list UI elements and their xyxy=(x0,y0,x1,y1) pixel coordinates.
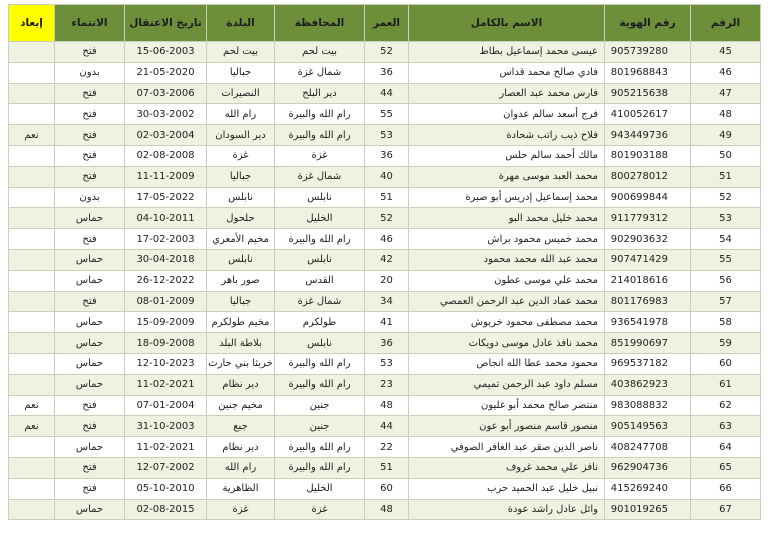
cell-governorate[interactable]: دير البلح xyxy=(275,83,365,104)
cell-town[interactable]: حلحول xyxy=(207,208,275,229)
cell-num[interactable]: 52 xyxy=(691,187,761,208)
table-row[interactable] xyxy=(9,395,761,416)
cell-governorate[interactable]: الخليل xyxy=(275,208,365,229)
cell-name[interactable]: فرج أسعد سالم عدوان xyxy=(409,104,605,125)
cell-governorate[interactable]: رام الله والبيرة xyxy=(275,374,365,395)
cell-name[interactable]: محمود محمد عطا الله انجاص xyxy=(409,353,605,374)
cell-affiliation[interactable]: حماس xyxy=(55,312,125,333)
cell-town[interactable]: جباليا xyxy=(207,291,275,312)
cell-governorate[interactable]: شمال غزة xyxy=(275,166,365,187)
cell-num[interactable]: 57 xyxy=(691,291,761,312)
cell-age[interactable]: 46 xyxy=(365,229,409,250)
cell-arrest-date[interactable]: 07-03-2006 xyxy=(125,83,207,104)
cell-affiliation[interactable]: فتح xyxy=(55,83,125,104)
cell-age[interactable]: 53 xyxy=(365,353,409,374)
cell-num[interactable]: 58 xyxy=(691,312,761,333)
cell-governorate[interactable]: رام الله والبيرة xyxy=(275,125,365,146)
cell-deportation[interactable]: نعم xyxy=(9,416,55,437)
cell-deportation[interactable] xyxy=(9,83,55,104)
cell-name[interactable]: محمد مصطفى محمود خريوش xyxy=(409,312,605,333)
cell-name[interactable]: نافز علي محمد غروف xyxy=(409,457,605,478)
cell-age[interactable]: 53 xyxy=(365,125,409,146)
cell-age[interactable]: 44 xyxy=(365,83,409,104)
cell-deportation[interactable] xyxy=(9,229,55,250)
cell-age[interactable]: 22 xyxy=(365,437,409,458)
cell-age[interactable]: 44 xyxy=(365,416,409,437)
cell-arrest-date[interactable]: 07-01-2004 xyxy=(125,395,207,416)
table-row[interactable] xyxy=(9,145,761,166)
cell-governorate[interactable]: غزة xyxy=(275,145,365,166)
cell-affiliation[interactable]: حماس xyxy=(55,374,125,395)
cell-arrest-date[interactable]: 11-02-2021 xyxy=(125,374,207,395)
table-row[interactable] xyxy=(9,208,761,229)
cell-num[interactable]: 66 xyxy=(691,478,761,499)
table-row[interactable] xyxy=(9,291,761,312)
cell-name[interactable]: فادي صالح محمد قداس xyxy=(409,62,605,83)
cell-town[interactable]: خربثا بني حارث xyxy=(207,353,275,374)
cell-id[interactable]: 900699844 xyxy=(605,187,691,208)
cell-town[interactable]: بيت لحم xyxy=(207,42,275,63)
cell-age[interactable]: 36 xyxy=(365,145,409,166)
cell-governorate[interactable]: شمال غزة xyxy=(275,62,365,83)
cell-arrest-date[interactable]: 15-06-2003 xyxy=(125,42,207,63)
cell-affiliation[interactable]: فتح xyxy=(55,478,125,499)
cell-arrest-date[interactable]: 21-05-2020 xyxy=(125,62,207,83)
cell-town[interactable]: مخيم جنين xyxy=(207,395,275,416)
cell-town[interactable]: غزة xyxy=(207,499,275,520)
cell-arrest-date[interactable]: 05-10-2010 xyxy=(125,478,207,499)
cell-age[interactable]: 51 xyxy=(365,457,409,478)
header-name[interactable]: الاسم بالكامل xyxy=(409,5,605,42)
cell-governorate[interactable]: القدس xyxy=(275,270,365,291)
header-num[interactable]: الرقم xyxy=(691,5,761,42)
cell-arrest-date[interactable]: 26-12-2022 xyxy=(125,270,207,291)
cell-town[interactable]: دير السودان xyxy=(207,125,275,146)
cell-age[interactable]: 36 xyxy=(365,62,409,83)
cell-deportation[interactable] xyxy=(9,291,55,312)
table-row[interactable] xyxy=(9,62,761,83)
cell-affiliation[interactable]: فتح xyxy=(55,416,125,437)
table-row[interactable] xyxy=(9,333,761,354)
header-arrest-date[interactable]: تاريخ الاعتقال xyxy=(125,5,207,42)
cell-arrest-date[interactable]: 30-03-2002 xyxy=(125,104,207,125)
cell-num[interactable]: 67 xyxy=(691,499,761,520)
header-town[interactable]: البلدة xyxy=(207,5,275,42)
cell-governorate[interactable]: رام الله والبيرة xyxy=(275,229,365,250)
cell-governorate[interactable]: نابلس xyxy=(275,187,365,208)
table-row[interactable] xyxy=(9,437,761,458)
cell-name[interactable]: محمد خميس محمود براش xyxy=(409,229,605,250)
table-row[interactable] xyxy=(9,457,761,478)
cell-name[interactable]: محمد عبد الله محمد محمود xyxy=(409,249,605,270)
cell-num[interactable]: 49 xyxy=(691,125,761,146)
cell-name[interactable]: فارس محمد عبد العصار xyxy=(409,83,605,104)
cell-arrest-date[interactable]: 30-04-2018 xyxy=(125,249,207,270)
cell-arrest-date[interactable]: 17-02-2003 xyxy=(125,229,207,250)
cell-deportation[interactable] xyxy=(9,166,55,187)
table-row[interactable] xyxy=(9,166,761,187)
cell-id[interactable]: 415269240 xyxy=(605,478,691,499)
cell-age[interactable]: 52 xyxy=(365,42,409,63)
cell-governorate[interactable]: نابلس xyxy=(275,333,365,354)
cell-governorate[interactable]: شمال غزة xyxy=(275,291,365,312)
cell-id[interactable]: 800278012 xyxy=(605,166,691,187)
cell-num[interactable]: 54 xyxy=(691,229,761,250)
cell-id[interactable]: 851990697 xyxy=(605,333,691,354)
table-row[interactable] xyxy=(9,104,761,125)
cell-deportation[interactable] xyxy=(9,145,55,166)
cell-num[interactable]: 64 xyxy=(691,437,761,458)
cell-name[interactable]: محمد عماد الدين عبد الرحمن العمصي xyxy=(409,291,605,312)
cell-governorate[interactable]: رام الله والبيرة xyxy=(275,457,365,478)
header-age[interactable]: العمر xyxy=(365,5,409,42)
cell-affiliation[interactable]: فتح xyxy=(55,42,125,63)
cell-num[interactable]: 46 xyxy=(691,62,761,83)
cell-arrest-date[interactable]: 11-02-2021 xyxy=(125,437,207,458)
cell-town[interactable]: النصيرات xyxy=(207,83,275,104)
cell-num[interactable]: 55 xyxy=(691,249,761,270)
cell-age[interactable]: 51 xyxy=(365,187,409,208)
cell-arrest-date[interactable]: 17-05-2022 xyxy=(125,187,207,208)
cell-town[interactable]: جباليا xyxy=(207,166,275,187)
cell-town[interactable]: غزة xyxy=(207,145,275,166)
cell-town[interactable]: رام الله xyxy=(207,104,275,125)
cell-affiliation[interactable]: حماس xyxy=(55,353,125,374)
cell-governorate[interactable]: جنين xyxy=(275,395,365,416)
cell-name[interactable]: منصور قاسم منصور أبو عون xyxy=(409,416,605,437)
table-row[interactable] xyxy=(9,249,761,270)
cell-deportation[interactable] xyxy=(9,312,55,333)
cell-deportation[interactable] xyxy=(9,437,55,458)
cell-deportation[interactable] xyxy=(9,499,55,520)
cell-num[interactable]: 50 xyxy=(691,145,761,166)
cell-num[interactable]: 62 xyxy=(691,395,761,416)
cell-id[interactable]: 905739280 xyxy=(605,42,691,63)
cell-name[interactable]: محمد إسماعيل إدريس أبو صبرة xyxy=(409,187,605,208)
cell-arrest-date[interactable]: 12-10-2023 xyxy=(125,353,207,374)
cell-governorate[interactable]: الخليل xyxy=(275,478,365,499)
cell-num[interactable]: 47 xyxy=(691,83,761,104)
cell-affiliation[interactable]: حماس xyxy=(55,437,125,458)
cell-town[interactable]: جباليا xyxy=(207,62,275,83)
cell-deportation[interactable] xyxy=(9,333,55,354)
cell-num[interactable]: 51 xyxy=(691,166,761,187)
cell-affiliation[interactable]: حماس xyxy=(55,249,125,270)
table-row[interactable] xyxy=(9,83,761,104)
cell-num[interactable]: 53 xyxy=(691,208,761,229)
cell-affiliation[interactable]: فتح xyxy=(55,166,125,187)
cell-arrest-date[interactable]: 02-03-2004 xyxy=(125,125,207,146)
prisoners-table xyxy=(8,4,761,520)
cell-affiliation[interactable]: فتح xyxy=(55,125,125,146)
cell-num[interactable]: 48 xyxy=(691,104,761,125)
cell-age[interactable]: 42 xyxy=(365,249,409,270)
table-row[interactable] xyxy=(9,42,761,63)
cell-governorate[interactable]: رام الله والبيرة xyxy=(275,437,365,458)
cell-name[interactable]: فلاح ذيب راتب شحادة xyxy=(409,125,605,146)
cell-arrest-date[interactable]: 08-01-2009 xyxy=(125,291,207,312)
cell-governorate[interactable]: رام الله والبيرة xyxy=(275,353,365,374)
header-affiliation[interactable]: الانتماء xyxy=(55,5,125,42)
cell-town[interactable]: رام الله xyxy=(207,457,275,478)
cell-governorate[interactable]: غزة xyxy=(275,499,365,520)
header-governorate[interactable]: المحافظة xyxy=(275,5,365,42)
cell-num[interactable]: 60 xyxy=(691,353,761,374)
cell-deportation[interactable] xyxy=(9,208,55,229)
cell-age[interactable]: 48 xyxy=(365,499,409,520)
cell-affiliation[interactable]: فتح xyxy=(55,395,125,416)
cell-deportation[interactable] xyxy=(9,478,55,499)
cell-town[interactable]: دير نظام xyxy=(207,437,275,458)
cell-name[interactable]: منتصر صالح محمد أبو غليون xyxy=(409,395,605,416)
cell-town[interactable]: الظاهرية xyxy=(207,478,275,499)
cell-arrest-date[interactable]: 18-09-2008 xyxy=(125,333,207,354)
cell-deportation[interactable] xyxy=(9,62,55,83)
cell-age[interactable]: 34 xyxy=(365,291,409,312)
cell-id[interactable]: 905149563 xyxy=(605,416,691,437)
cell-age[interactable]: 60 xyxy=(365,478,409,499)
cell-governorate[interactable]: بيت لحم xyxy=(275,42,365,63)
cell-id[interactable]: 403862923 xyxy=(605,374,691,395)
cell-governorate[interactable]: نابلس xyxy=(275,249,365,270)
cell-id[interactable]: 410052617 xyxy=(605,104,691,125)
cell-affiliation[interactable]: فتح xyxy=(55,229,125,250)
cell-deportation[interactable] xyxy=(9,249,55,270)
cell-num[interactable]: 45 xyxy=(691,42,761,63)
cell-id[interactable]: 801903188 xyxy=(605,145,691,166)
cell-affiliation[interactable]: حماس xyxy=(55,499,125,520)
table-row[interactable] xyxy=(9,187,761,208)
cell-name[interactable]: مسلم داود عبد الرحمن تميمي xyxy=(409,374,605,395)
cell-affiliation[interactable]: حماس xyxy=(55,208,125,229)
cell-town[interactable]: جبع xyxy=(207,416,275,437)
header-deportation[interactable]: إبعاد xyxy=(9,5,55,42)
cell-name[interactable]: ناصر الدين صقر عبد الغافر الصوفي xyxy=(409,437,605,458)
cell-id[interactable]: 983088832 xyxy=(605,395,691,416)
cell-num[interactable]: 61 xyxy=(691,374,761,395)
cell-affiliation[interactable]: فتح xyxy=(55,457,125,478)
cell-age[interactable]: 36 xyxy=(365,333,409,354)
cell-id[interactable]: 969537182 xyxy=(605,353,691,374)
cell-name[interactable]: محمد نافذ عادل موسى دويكات xyxy=(409,333,605,354)
cell-name[interactable]: عيسى محمد إسماعيل بطاط xyxy=(409,42,605,63)
cell-num[interactable]: 65 xyxy=(691,457,761,478)
cell-age[interactable]: 20 xyxy=(365,270,409,291)
table-row[interactable] xyxy=(9,478,761,499)
cell-id[interactable]: 408247708 xyxy=(605,437,691,458)
cell-town[interactable]: دير نظام xyxy=(207,374,275,395)
cell-num[interactable]: 56 xyxy=(691,270,761,291)
cell-deportation[interactable] xyxy=(9,187,55,208)
header-id[interactable]: رقم الهوية xyxy=(605,5,691,42)
cell-deportation[interactable] xyxy=(9,270,55,291)
cell-name[interactable]: وائل عادل راشد عودة xyxy=(409,499,605,520)
cell-arrest-date[interactable]: 31-10-2003 xyxy=(125,416,207,437)
cell-arrest-date[interactable]: 02-08-2015 xyxy=(125,499,207,520)
cell-id[interactable]: 905215638 xyxy=(605,83,691,104)
cell-governorate[interactable]: طولكرم xyxy=(275,312,365,333)
cell-affiliation[interactable]: فتح xyxy=(55,145,125,166)
cell-id[interactable]: 901019265 xyxy=(605,499,691,520)
cell-deportation[interactable] xyxy=(9,374,55,395)
cell-age[interactable]: 48 xyxy=(365,395,409,416)
table-row[interactable] xyxy=(9,125,761,146)
sheet-container xyxy=(8,4,760,520)
cell-affiliation[interactable]: حماس xyxy=(55,270,125,291)
table-row[interactable] xyxy=(9,499,761,520)
cell-name[interactable]: مالك أحمد سالم حلس xyxy=(409,145,605,166)
cell-arrest-date[interactable]: 12-07-2002 xyxy=(125,457,207,478)
cell-name[interactable]: نبيل خليل عبد الحميد حرب xyxy=(409,478,605,499)
cell-name[interactable]: محمد خليل محمد البو xyxy=(409,208,605,229)
cell-age[interactable]: 40 xyxy=(365,166,409,187)
cell-affiliation[interactable]: فتح xyxy=(55,291,125,312)
cell-town[interactable]: نابلس xyxy=(207,187,275,208)
table-row[interactable] xyxy=(9,312,761,333)
cell-arrest-date[interactable]: 02-08-2008 xyxy=(125,145,207,166)
table-row[interactable] xyxy=(9,353,761,374)
cell-governorate[interactable]: رام الله والبيرة xyxy=(275,104,365,125)
cell-id[interactable]: 936541978 xyxy=(605,312,691,333)
table-row[interactable] xyxy=(9,270,761,291)
cell-id[interactable]: 801176983 xyxy=(605,291,691,312)
cell-deportation[interactable] xyxy=(9,353,55,374)
cell-id[interactable]: 907471429 xyxy=(605,249,691,270)
cell-id[interactable]: 962904736 xyxy=(605,457,691,478)
cell-deportation[interactable]: نعم xyxy=(9,125,55,146)
cell-town[interactable]: بلاطة البلد xyxy=(207,333,275,354)
cell-id[interactable]: 943449736 xyxy=(605,125,691,146)
cell-arrest-date[interactable]: 15-09-2009 xyxy=(125,312,207,333)
cell-deportation[interactable]: نعم xyxy=(9,395,55,416)
cell-num[interactable]: 59 xyxy=(691,333,761,354)
cell-affiliation[interactable]: حماس xyxy=(55,333,125,354)
cell-deportation[interactable] xyxy=(9,457,55,478)
cell-age[interactable]: 41 xyxy=(365,312,409,333)
cell-town[interactable]: نابلس xyxy=(207,249,275,270)
cell-age[interactable]: 55 xyxy=(365,104,409,125)
cell-deportation[interactable] xyxy=(9,104,55,125)
header-row xyxy=(9,5,761,42)
cell-arrest-date[interactable]: 11-11-2009 xyxy=(125,166,207,187)
cell-num[interactable]: 63 xyxy=(691,416,761,437)
cell-town[interactable]: صور باهر xyxy=(207,270,275,291)
table-row[interactable] xyxy=(9,416,761,437)
cell-affiliation[interactable]: بدون xyxy=(55,187,125,208)
cell-governorate[interactable]: جنين xyxy=(275,416,365,437)
cell-id[interactable]: 801968843 xyxy=(605,62,691,83)
table-row[interactable] xyxy=(9,229,761,250)
cell-id[interactable]: 902903632 xyxy=(605,229,691,250)
cell-age[interactable]: 52 xyxy=(365,208,409,229)
cell-id[interactable]: 214018616 xyxy=(605,270,691,291)
cell-affiliation[interactable]: فتح xyxy=(55,104,125,125)
cell-id[interactable]: 911779312 xyxy=(605,208,691,229)
cell-name[interactable]: محمد علي موسى عطون xyxy=(409,270,605,291)
table-body xyxy=(9,42,761,520)
cell-town[interactable]: مخيم طولكرم xyxy=(207,312,275,333)
table-row[interactable] xyxy=(9,374,761,395)
cell-name[interactable]: محمد العبد موسى مهرة xyxy=(409,166,605,187)
cell-town[interactable]: مخيم الأمعري xyxy=(207,229,275,250)
cell-deportation[interactable] xyxy=(9,42,55,63)
cell-arrest-date[interactable]: 04-10-2011 xyxy=(125,208,207,229)
cell-affiliation[interactable]: بدون xyxy=(55,62,125,83)
cell-age[interactable]: 23 xyxy=(365,374,409,395)
